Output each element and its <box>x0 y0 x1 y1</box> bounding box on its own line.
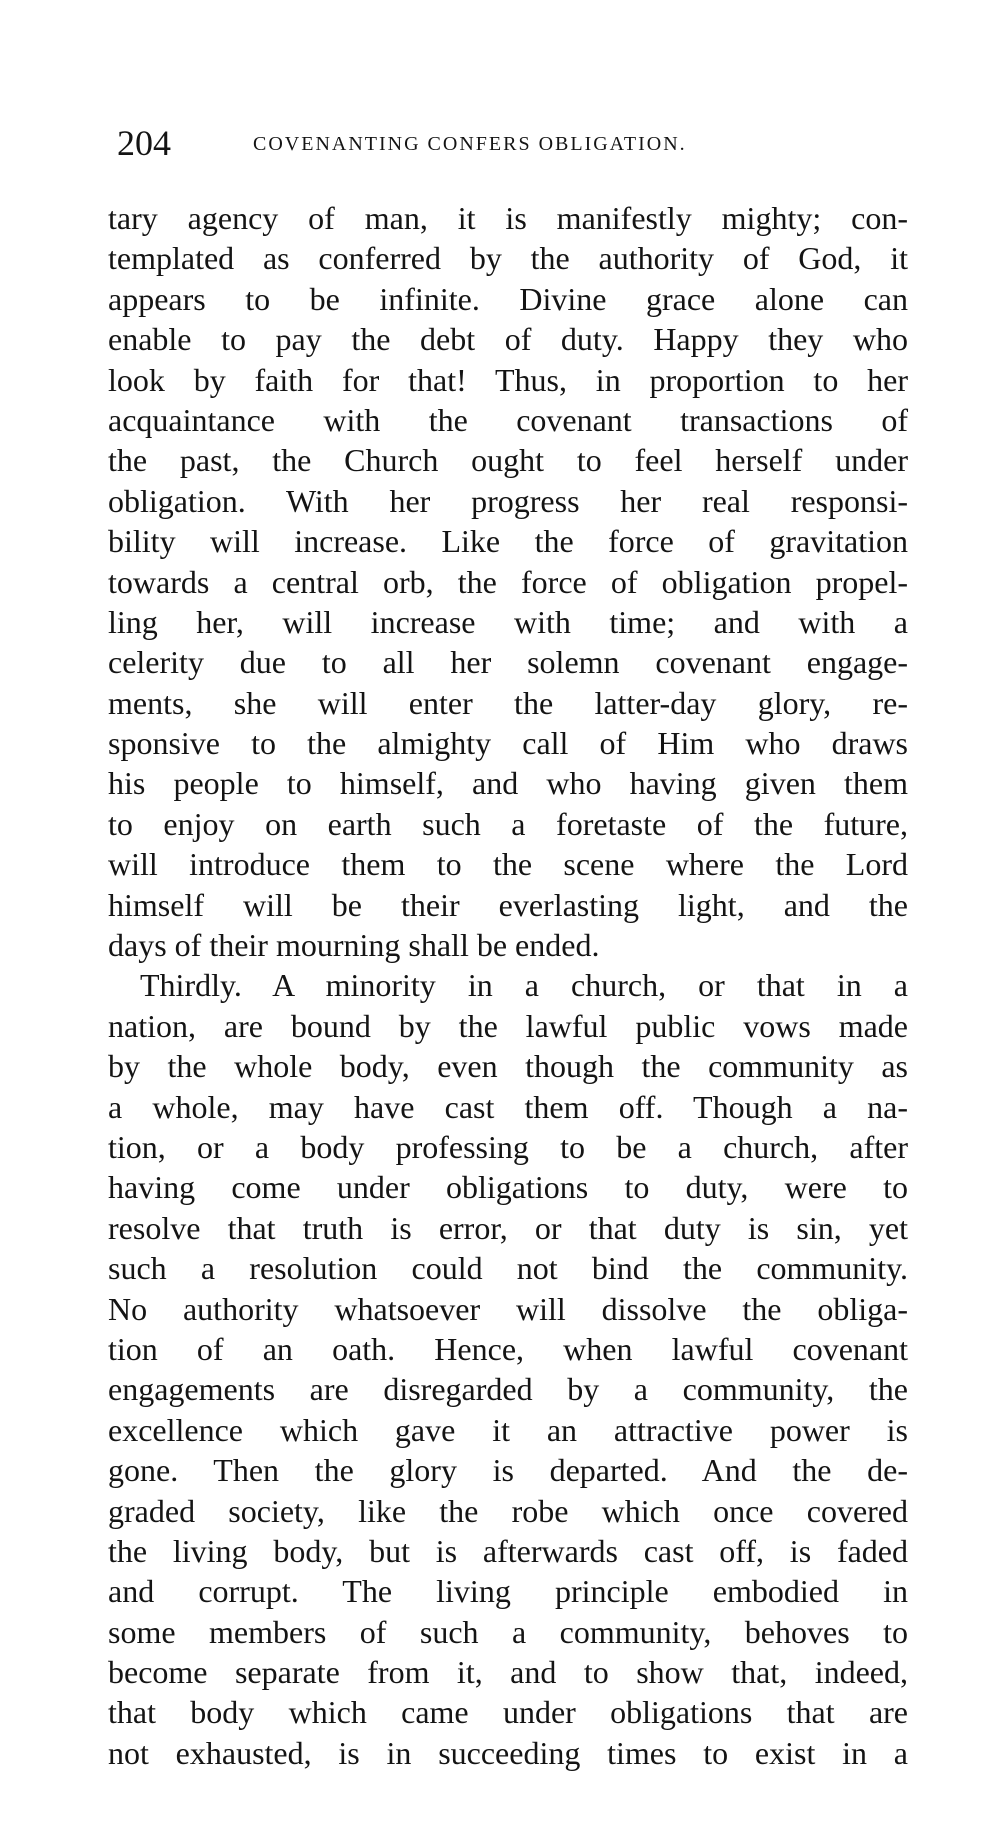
text-line: become separate from it, and to show that, indeed, <box>108 1654 908 1691</box>
text-line: gone. Then the glory is departed. And the de- <box>108 1452 908 1489</box>
text-line: himself will be their everlasting light, and the <box>108 886 908 923</box>
text-line: having come under obligations to duty, were to <box>108 1169 908 1206</box>
text-line: tary agency of man, it is manifestly mighty; con- <box>108 200 908 236</box>
text-line: enable to pay the debt of duty. Happy they who <box>108 321 908 358</box>
paragraph-1 <box>108 198 908 965</box>
text-line: towards a central orb, the force of obligation propel- <box>108 563 908 600</box>
text-line: engagements are disregarded by a community, the <box>108 1371 908 1408</box>
text-line: will introduce them to the scene where the Lord <box>108 846 908 883</box>
text-line: templated as conferred by the authority of God, it <box>108 240 908 277</box>
page-number: 204 <box>117 123 171 163</box>
text-line: celerity due to all her solemn covenant engage- <box>108 644 908 681</box>
text-line: tion, or a body professing to be a church, after <box>108 1128 908 1165</box>
text-line: resolve that truth is error, or that duty is sin, yet <box>108 1209 908 1246</box>
text-line: his people to himself, and who having given them <box>108 765 908 802</box>
text-line: the living body, but is afterwards cast off, is faded <box>108 1532 908 1569</box>
text-line: sponsive to the almighty call of Him who draws <box>108 725 908 762</box>
body-text <box>108 198 908 1773</box>
text-line: not exhausted, is in succeeding times to exist in a <box>108 1734 908 1771</box>
text-line: tion of an oath. Hence, when lawful covenant <box>108 1330 908 1367</box>
text-line: ments, she will enter the latter-day glory, re- <box>108 684 908 721</box>
text-line: excellence which gave it an attractive power is <box>108 1411 908 1448</box>
text-line: and corrupt. The living principle embodied in <box>108 1573 908 1610</box>
text-line: No authority whatsoever will dissolve the obliga- <box>108 1290 908 1327</box>
text-line: bility will increase. Like the force of gravitation <box>108 523 908 560</box>
text-line: such a resolution could not bind the community. <box>108 1250 908 1287</box>
running-title: COVENANTING CONFERS OBLIGATION. <box>253 133 687 155</box>
text-line: acquaintance with the covenant transactions of <box>108 401 908 438</box>
text-line: Thirdly. A minority in a church, or that in a <box>140 967 908 1004</box>
running-head <box>117 120 917 166</box>
text-line: appears to be infinite. Divine grace alone can <box>108 280 908 317</box>
text-line: the past, the Church ought to feel herself under <box>108 442 908 479</box>
paragraph-2 <box>108 965 908 1773</box>
text-line: obligation. With her progress her real responsi- <box>108 482 908 519</box>
text-line: a whole, may have cast them off. Though a na- <box>108 1088 908 1125</box>
text-line: to enjoy on earth such a foretaste of the future, <box>108 805 908 842</box>
text-line: look by faith for that! Thus, in proportion to her <box>108 361 908 398</box>
text-line: nation, are bound by the lawful public vows made <box>108 1007 908 1044</box>
text-line: by the whole body, even though the community as <box>108 1048 908 1085</box>
text-line: days of their mourning shall be ended. <box>108 927 600 964</box>
text-line: some members of such a community, behoves to <box>108 1613 908 1650</box>
text-line: that body which came under obligations that are <box>108 1694 908 1731</box>
text-line: ling her, will increase with time; and with a <box>108 603 908 640</box>
text-line: graded society, like the robe which once covered <box>108 1492 908 1529</box>
